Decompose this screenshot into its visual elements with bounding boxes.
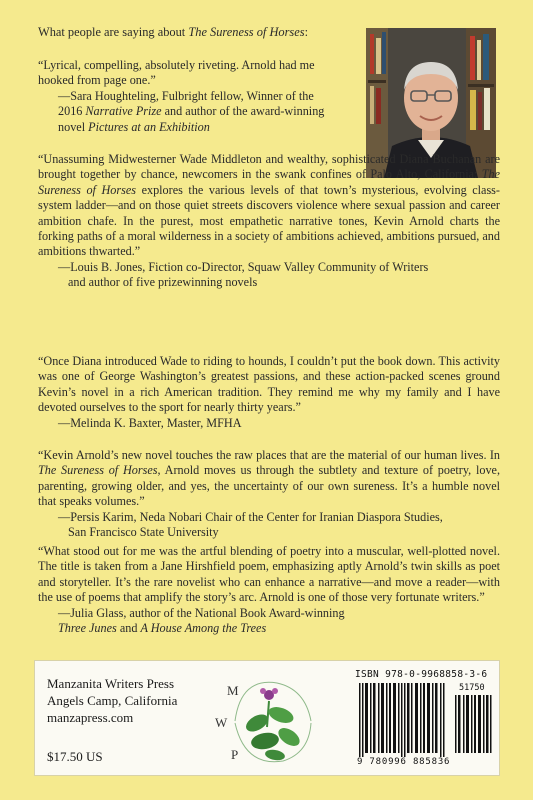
quote-attribution: —Melinda K. Baxter, Master, MFHA [58, 415, 242, 430]
logo-letter-w: W [215, 715, 228, 730]
attr-line: —Louis B. Jones, Fiction co-Director, Squaw Valley Community of Writers [58, 259, 429, 274]
attr-part: and author of the award-winning novel [58, 104, 325, 134]
quote-attribution [38, 606, 358, 637]
publisher-website: manzapress.com [47, 710, 134, 725]
attr-part: —Julia Glass, author of the National Book Award-winning [58, 605, 345, 620]
attr-line: —Persis Karim, Neda Nobari Chair of the Center for Iranian Diaspora Studies, [58, 509, 443, 524]
book-title: The Sureness of Horses [188, 25, 305, 39]
quote-text [38, 448, 500, 510]
quote-4 [38, 448, 500, 540]
heading-suffix: : [304, 25, 309, 39]
quote-attribution [38, 260, 500, 291]
quote-5 [38, 544, 500, 636]
price: $17.50 US [47, 749, 103, 764]
logo-letter-m: M [227, 683, 239, 698]
quote-attribution [38, 89, 338, 135]
quote-text: “Lyrical, compelling, absolutely riveting. Arnold had me hooked from page one.” [38, 58, 315, 88]
barcode-bars-icon [355, 683, 495, 759]
attr-part: and [116, 621, 141, 636]
quote-text-part: , Arnold moves us through the subtlety and texture of poetry, love, parenting, growing older, and yes, the uncertainty of our own sureness. It’s a humble novel that speaks volumes.” [38, 463, 500, 509]
quote-attribution [38, 510, 500, 541]
quote-text: “What stood out for me was the artful blending of poetry into a muscular, well-plotted novel. The title is taken from a Jane Hirshfield poem, emphasizing aptly Arnold’s twin skills as poet and storyteller. It’s the rare novelist who can enhance a narrative—and move a reader—with the use of poems that amplify the story’s arc. Arnold is one of those very fortunate writers.” [38, 544, 500, 605]
publisher-logo-icon [205, 671, 325, 771]
attr-line: San Francisco State University [68, 525, 219, 540]
publisher-name: Manzanita Writers Press [47, 676, 175, 691]
quote-text-part: “Kevin Arnold’s new novel touches the raw places that are the material of our human lives. In [38, 448, 500, 462]
quote-1 [38, 58, 338, 135]
page-heading [38, 25, 308, 40]
quote-text-part: “Unassuming Midwesterner Wade Middleton and wealthy, sophisticated Diana Buchanan are brought together by chance, newcomers in the swank confines of Palo Alto, California: [38, 152, 500, 182]
attr-italic: A House Among the Trees [140, 621, 267, 636]
barcode [355, 669, 495, 769]
heading-prefix: What people are saying about [38, 25, 189, 39]
attr-italic: Pictures at an Exhibition [88, 119, 210, 134]
logo-letter-p: P [231, 747, 239, 762]
book-title-inline: The Sureness of Horses [38, 463, 158, 478]
book-title-inline: The Sureness of Horses [38, 167, 500, 197]
attr-italic: Narrative Prize [85, 104, 162, 119]
addon-number: 51750 [459, 683, 485, 693]
quote-text: “Once Diana introduced Wade to riding to hounds, I couldn’t put the book down. This activity was one of George Washington’s greatest passions, and these action-packed scenes ground Kevin’s novel in a rich American tradition. They remind me why my family and I have devoted ourselves to the sport for nearly thirty years.” [38, 354, 500, 415]
attr-italic: Three Junes [58, 621, 117, 636]
quote-2 [38, 152, 500, 291]
publisher-box [34, 660, 500, 776]
attr-line: and author of five prizewinning novels [68, 275, 258, 290]
quote-3 [38, 354, 500, 431]
quote-text [38, 152, 500, 260]
attr-part: —Sara Houghteling, Fulbright fellow, Winner of the 2016 [58, 88, 314, 119]
isbn-number: ISBN 978-0-9968858-3-6 [355, 669, 488, 680]
publisher-location: Angels Camp, California [47, 693, 178, 708]
publisher-info [47, 675, 177, 726]
quote-text-part: explores the various levels of that town’s mysterious, evolving class-system ladder—and on those quiet streets discovers violence where sexual passion and career ambition chafe. In the purest, most empathetic narrative tones, Kevin Arnold charts the forking paths of a moral wilderness in a society of ambitions achieved, ambitions pursued, and ambitions thwarted.” [38, 182, 500, 259]
ean-number: 9 780996 885836 [357, 757, 451, 767]
